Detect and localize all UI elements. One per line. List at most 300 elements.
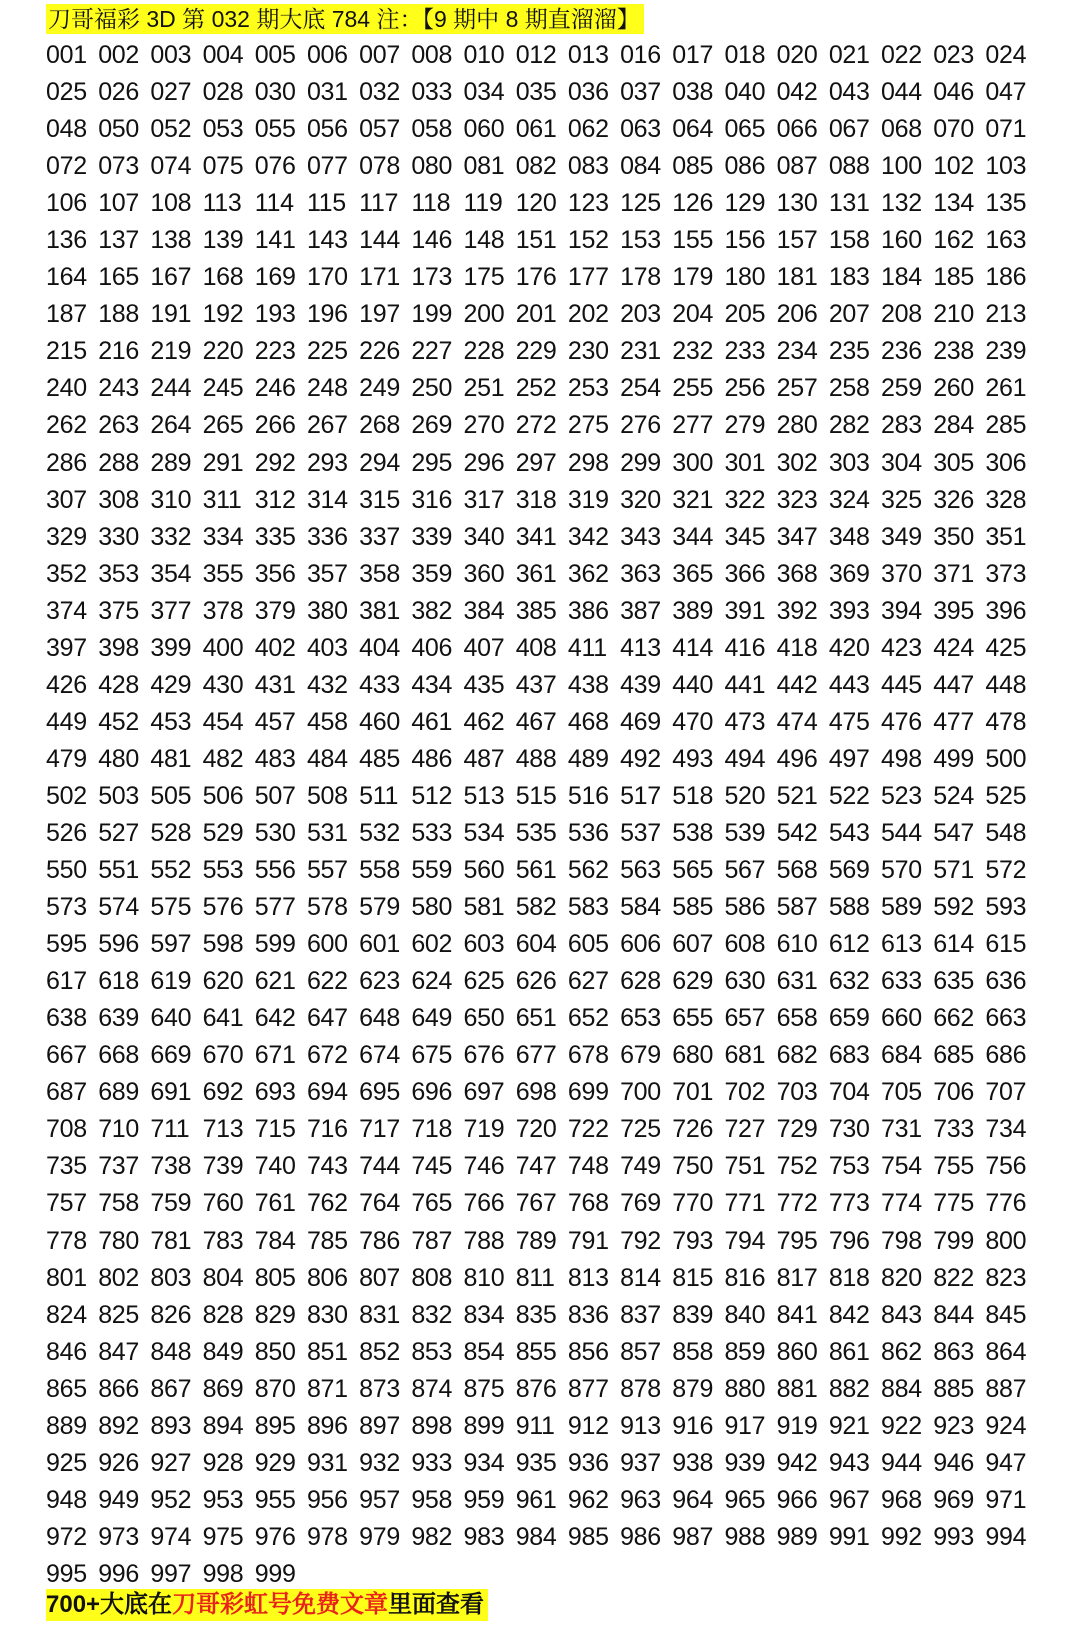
- number-item: 146: [411, 226, 453, 255]
- number-item: 047: [985, 78, 1027, 107]
- number-item: 598: [202, 930, 244, 959]
- number-item: 413: [620, 633, 661, 662]
- number-item: 785: [306, 1226, 348, 1255]
- number-item: 296: [463, 448, 505, 477]
- number-item: 030: [254, 78, 296, 107]
- number-item: 599: [254, 930, 296, 959]
- number-item: 505: [150, 781, 192, 810]
- footer-prefix: 700+大底在: [46, 1591, 173, 1618]
- number-item: 674: [359, 1041, 400, 1070]
- number-item: 984: [515, 1522, 557, 1551]
- number-item: 246: [254, 374, 296, 403]
- number-item: 947: [985, 1448, 1027, 1477]
- number-item: 569: [828, 856, 870, 885]
- number-item: 310: [150, 485, 192, 514]
- number-item: 215: [46, 337, 87, 366]
- number-item: 949: [98, 1485, 139, 1514]
- number-item: 432: [306, 670, 348, 699]
- number-item: 856: [567, 1337, 609, 1366]
- number-item: 476: [881, 707, 922, 736]
- number-row: [46, 852, 1056, 889]
- number-item: 866: [98, 1374, 139, 1403]
- number-item: 937: [620, 1448, 661, 1477]
- number-item: 280: [776, 411, 818, 440]
- number-item: 740: [254, 1152, 296, 1181]
- number-item: 359: [411, 559, 453, 588]
- number-item: 260: [933, 374, 974, 403]
- number-item: 117: [359, 189, 399, 218]
- number-item: 210: [933, 300, 974, 329]
- number-item: 264: [150, 411, 192, 440]
- number-item: 543: [828, 818, 870, 847]
- number-item: 261: [985, 374, 1027, 403]
- number-item: 325: [881, 485, 922, 514]
- number-item: 288: [98, 448, 139, 477]
- number-item: 770: [672, 1189, 714, 1218]
- number-item: 524: [933, 781, 974, 810]
- number-item: 612: [828, 930, 870, 959]
- number-item: 761: [254, 1189, 296, 1218]
- number-item: 898: [411, 1411, 453, 1440]
- number-item: 722: [567, 1115, 609, 1144]
- number-item: 165: [98, 263, 139, 292]
- number-item: 804: [202, 1263, 244, 1292]
- number-item: 468: [567, 707, 609, 736]
- number-item: 351: [985, 522, 1027, 551]
- number-item: 100: [881, 152, 922, 181]
- number-item: 032: [359, 78, 400, 107]
- number-item: 270: [463, 411, 505, 440]
- number-row: [46, 445, 1056, 482]
- number-item: 137: [98, 226, 139, 255]
- number-item: 502: [46, 781, 87, 810]
- number-item: 871: [306, 1374, 348, 1403]
- number-item: 811: [515, 1263, 555, 1292]
- number-item: 136: [46, 226, 87, 255]
- number-item: 055: [254, 115, 296, 144]
- number-item: 682: [776, 1041, 818, 1070]
- number-item: 650: [463, 1004, 505, 1033]
- number-row: [46, 1556, 1056, 1593]
- number-item: 749: [620, 1152, 661, 1181]
- number-item: 219: [150, 337, 192, 366]
- number-item: 793: [672, 1226, 714, 1255]
- number-item: 022: [881, 41, 922, 69]
- number-item: 197: [359, 300, 400, 329]
- number-item: 557: [306, 856, 348, 885]
- number-item: 396: [985, 596, 1027, 625]
- number-item: 842: [828, 1300, 870, 1329]
- number-item: 151: [515, 226, 557, 255]
- number-item: 693: [254, 1078, 296, 1107]
- number-item: 332: [150, 522, 192, 551]
- number-item: 337: [359, 522, 400, 551]
- number-item: 348: [828, 522, 870, 551]
- footer-article-link[interactable]: 刀哥彩虹号免费文章: [172, 1591, 389, 1618]
- number-item: 926: [98, 1448, 139, 1477]
- number-item: 748: [567, 1152, 609, 1181]
- number-item: 175: [463, 263, 505, 292]
- number-item: 892: [98, 1411, 139, 1440]
- number-item: 592: [933, 893, 974, 922]
- number-item: 764: [359, 1189, 400, 1218]
- number-item: 162: [933, 226, 974, 255]
- number-item: 320: [620, 485, 661, 514]
- number-item: 291: [202, 448, 244, 477]
- number-item: 719: [463, 1115, 505, 1144]
- number-item: 922: [881, 1411, 922, 1440]
- number-item: 063: [620, 115, 661, 144]
- number-row: [46, 778, 1056, 815]
- number-item: 286: [46, 448, 87, 477]
- number-item: 220: [202, 337, 244, 366]
- number-item: 618: [98, 967, 139, 996]
- number-item: 004: [202, 41, 244, 69]
- number-item: 652: [567, 1004, 609, 1033]
- number-item: 374: [46, 596, 87, 625]
- number-item: 851: [306, 1337, 348, 1366]
- number-item: 863: [933, 1337, 974, 1366]
- number-item: 885: [933, 1374, 974, 1403]
- number-item: 575: [150, 893, 192, 922]
- number-item: 119: [463, 189, 503, 218]
- number-item: 718: [411, 1115, 453, 1144]
- number-item: 889: [46, 1411, 87, 1440]
- number-item: 911: [515, 1411, 555, 1440]
- number-item: 640: [150, 1004, 192, 1033]
- number-item: 750: [672, 1152, 714, 1181]
- number-item: 001: [46, 41, 87, 69]
- number-item: 958: [411, 1485, 453, 1514]
- number-item: 700: [620, 1078, 661, 1107]
- number-item: 173: [411, 263, 453, 292]
- number-item: 231: [620, 337, 661, 366]
- number-item: 551: [98, 856, 139, 885]
- number-item: 815: [672, 1263, 714, 1292]
- number-item: 361: [515, 559, 557, 588]
- number-row: [46, 741, 1056, 778]
- number-item: 481: [150, 744, 192, 773]
- number-item: 371: [933, 559, 974, 588]
- number-item: 710: [98, 1115, 139, 1144]
- number-item: 991: [828, 1522, 870, 1551]
- number-item: 200: [463, 300, 505, 329]
- number-item: 068: [881, 115, 922, 144]
- number-item: 686: [985, 1041, 1027, 1070]
- number-item: 496: [776, 744, 818, 773]
- number-item: 997: [150, 1559, 192, 1588]
- number-item: 184: [881, 263, 922, 292]
- number-item: 404: [359, 633, 400, 662]
- number-item: 697: [463, 1078, 505, 1107]
- number-item: 003: [150, 41, 192, 69]
- number-row: [46, 1037, 1056, 1074]
- number-item: 525: [985, 781, 1027, 810]
- number-item: 952: [150, 1485, 192, 1514]
- number-item: 694: [306, 1078, 348, 1107]
- number-item: 205: [724, 300, 766, 329]
- number-item: 475: [828, 707, 870, 736]
- number-row: [46, 370, 1056, 407]
- number-item: 726: [672, 1115, 714, 1144]
- number-item: 953: [202, 1485, 244, 1514]
- number-item: 518: [672, 781, 714, 810]
- number-item: 392: [776, 596, 818, 625]
- number-item: 484: [306, 744, 348, 773]
- number-item: 734: [985, 1115, 1027, 1144]
- number-item: 604: [515, 930, 557, 959]
- number-item: 581: [463, 893, 505, 922]
- number-item: 072: [46, 152, 87, 181]
- number-item: 828: [202, 1300, 244, 1329]
- number-item: 672: [306, 1041, 348, 1070]
- number-item: 342: [567, 522, 609, 551]
- number-item: 206: [776, 300, 818, 329]
- number-item: 783: [202, 1226, 244, 1255]
- number-item: 995: [46, 1559, 87, 1588]
- number-item: 936: [567, 1448, 609, 1477]
- number-item: 213: [985, 300, 1027, 329]
- number-item: 608: [724, 930, 766, 959]
- number-item: 874: [411, 1374, 453, 1403]
- number-item: 572: [985, 856, 1027, 885]
- number-item: 624: [411, 967, 453, 996]
- number-item: 403: [306, 633, 348, 662]
- number-item: 861: [828, 1337, 870, 1366]
- number-item: 507: [254, 781, 296, 810]
- number-item: 433: [359, 670, 400, 699]
- number-item: 966: [776, 1485, 818, 1514]
- number-item: 570: [881, 856, 922, 885]
- number-item: 813: [567, 1263, 609, 1292]
- number-item: 934: [463, 1448, 505, 1477]
- number-item: 787: [411, 1226, 453, 1255]
- number-item: 556: [254, 856, 296, 885]
- number-item: 880: [724, 1374, 766, 1403]
- number-item: 002: [98, 41, 139, 69]
- number-item: 500: [985, 744, 1027, 773]
- number-item: 988: [724, 1522, 766, 1551]
- number-item: 148: [463, 226, 505, 255]
- number-item: 662: [933, 1004, 974, 1033]
- number-item: 762: [306, 1189, 348, 1218]
- number-item: 016: [620, 41, 661, 69]
- number-item: 789: [515, 1226, 557, 1255]
- number-item: 135: [985, 189, 1027, 218]
- number-item: 638: [46, 1004, 87, 1033]
- number-item: 964: [672, 1485, 714, 1514]
- number-item: 141: [254, 226, 296, 255]
- number-item: 756: [985, 1152, 1027, 1181]
- number-item: 431: [254, 670, 296, 699]
- number-item: 527: [98, 818, 139, 847]
- number-item: 584: [620, 893, 661, 922]
- number-item: 397: [46, 633, 87, 662]
- number-item: 263: [98, 411, 139, 440]
- number-item: 600: [306, 930, 348, 959]
- number-item: 798: [881, 1226, 922, 1255]
- number-item: 056: [306, 115, 348, 144]
- number-item: 857: [620, 1337, 661, 1366]
- number-row: [46, 1148, 1056, 1185]
- number-item: 971: [985, 1485, 1027, 1514]
- number-item: 238: [933, 337, 974, 366]
- number-item: 087: [776, 152, 818, 181]
- number-item: 884: [881, 1374, 922, 1403]
- number-row: [46, 963, 1056, 1000]
- number-item: 862: [881, 1337, 922, 1366]
- number-grid: [46, 37, 1056, 1593]
- number-item: 982: [411, 1522, 453, 1551]
- number-item: 487: [463, 744, 505, 773]
- number-item: 479: [46, 744, 87, 773]
- number-item: 768: [567, 1189, 609, 1218]
- number-item: 663: [985, 1004, 1027, 1033]
- number-item: 925: [46, 1448, 87, 1477]
- number-item: 544: [881, 818, 922, 847]
- number-item: 743: [306, 1152, 348, 1181]
- number-item: 492: [620, 744, 661, 773]
- number-item: 425: [985, 633, 1027, 662]
- number-item: 550: [46, 856, 87, 885]
- number-item: 627: [567, 967, 609, 996]
- number-item: 917: [724, 1411, 766, 1440]
- number-item: 031: [306, 78, 348, 107]
- number-item: 201: [515, 300, 557, 329]
- number-item: 692: [202, 1078, 244, 1107]
- number-item: 380: [306, 596, 348, 625]
- number-item: 156: [724, 226, 766, 255]
- number-item: 571: [933, 856, 974, 885]
- number-item: 114: [254, 189, 294, 218]
- number-item: 526: [46, 818, 87, 847]
- number-row: [46, 1482, 1056, 1519]
- number-row: [46, 74, 1056, 111]
- number-item: 178: [620, 263, 661, 292]
- number-row: [46, 1260, 1056, 1297]
- number-item: 589: [881, 893, 922, 922]
- number-item: 302: [776, 448, 818, 477]
- number-item: 826: [150, 1300, 192, 1329]
- number-item: 707: [985, 1078, 1027, 1107]
- number-item: 272: [515, 411, 557, 440]
- number-row: [46, 296, 1056, 333]
- number-item: 801: [46, 1263, 87, 1292]
- number-item: 725: [620, 1115, 661, 1144]
- number-item: 573: [46, 893, 87, 922]
- number-item: 758: [98, 1189, 139, 1218]
- number-item: 979: [359, 1522, 400, 1551]
- number-item: 393: [828, 596, 870, 625]
- number-item: 629: [672, 967, 714, 996]
- number-item: 236: [881, 337, 922, 366]
- number-item: 877: [567, 1374, 609, 1403]
- number-item: 319: [567, 485, 609, 514]
- number-row: [46, 1223, 1056, 1260]
- number-item: 060: [463, 115, 505, 144]
- number-row: [46, 37, 1056, 74]
- number-item: 649: [411, 1004, 453, 1033]
- number-item: 134: [933, 189, 974, 218]
- number-item: 363: [620, 559, 661, 588]
- number-item: 942: [776, 1448, 818, 1477]
- number-item: 840: [724, 1300, 766, 1329]
- number-item: 939: [724, 1448, 766, 1477]
- number-row: [46, 556, 1056, 593]
- number-item: 323: [776, 485, 818, 514]
- number-item: 752: [776, 1152, 818, 1181]
- footer-note: [46, 1589, 488, 1621]
- number-item: 805: [254, 1263, 296, 1292]
- number-item: 437: [515, 670, 557, 699]
- number-item: 968: [881, 1485, 922, 1514]
- number-item: 788: [463, 1226, 505, 1255]
- number-item: 820: [881, 1263, 922, 1292]
- number-item: 435: [463, 670, 505, 699]
- number-item: 703: [776, 1078, 818, 1107]
- number-row: [46, 593, 1056, 630]
- number-item: 494: [724, 744, 766, 773]
- number-item: 233: [724, 337, 766, 366]
- number-item: 382: [411, 596, 453, 625]
- number-item: 395: [933, 596, 974, 625]
- number-row: [46, 1074, 1056, 1111]
- number-item: 028: [202, 78, 244, 107]
- number-item: 078: [359, 152, 400, 181]
- number-item: 931: [306, 1448, 348, 1477]
- number-item: 522: [828, 781, 870, 810]
- number-item: 158: [828, 226, 870, 255]
- number-item: 292: [254, 448, 296, 477]
- number-item: 730: [828, 1115, 870, 1144]
- number-item: 676: [463, 1041, 505, 1070]
- number-item: 767: [515, 1189, 557, 1218]
- number-item: 852: [359, 1337, 400, 1366]
- number-item: 542: [776, 818, 818, 847]
- number-item: 043: [828, 78, 870, 107]
- number-item: 535: [515, 818, 557, 847]
- number-item: 152: [567, 226, 609, 255]
- number-item: 259: [881, 374, 922, 403]
- number-item: 753: [828, 1152, 870, 1181]
- number-item: 657: [724, 1004, 766, 1033]
- number-item: 284: [933, 411, 974, 440]
- number-item: 321: [672, 485, 714, 514]
- number-item: 678: [567, 1041, 609, 1070]
- number-item: 167: [150, 263, 192, 292]
- number-item: 262: [46, 411, 87, 440]
- number-item: 705: [881, 1078, 922, 1107]
- number-item: 895: [254, 1411, 296, 1440]
- number-item: 854: [463, 1337, 505, 1366]
- number-item: 424: [933, 633, 974, 662]
- number-item: 258: [828, 374, 870, 403]
- number-item: 754: [881, 1152, 922, 1181]
- number-item: 587: [776, 893, 818, 922]
- number-item: 559: [411, 856, 453, 885]
- number-item: 660: [881, 1004, 922, 1033]
- number-item: 630: [724, 967, 766, 996]
- number-item: 052: [150, 115, 192, 144]
- number-item: 414: [672, 633, 714, 662]
- number-item: 366: [724, 559, 766, 588]
- number-item: 188: [98, 300, 139, 329]
- number-item: 266: [254, 411, 296, 440]
- number-item: 343: [620, 522, 661, 551]
- number-item: 243: [98, 374, 139, 403]
- number-item: 823: [985, 1263, 1027, 1292]
- number-item: 841: [776, 1300, 818, 1329]
